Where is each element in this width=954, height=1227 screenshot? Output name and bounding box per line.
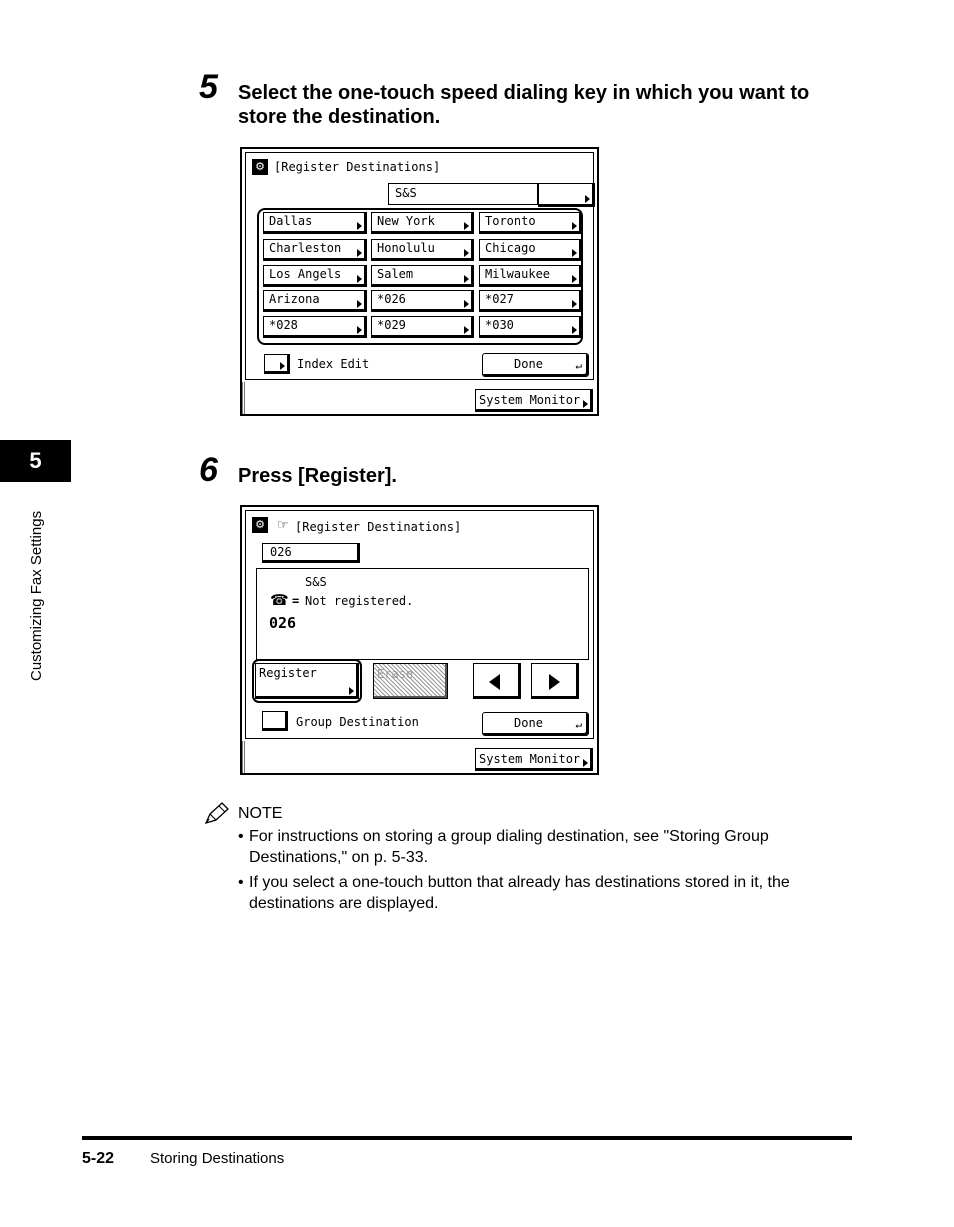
key-number-field[interactable]: 026 xyxy=(262,543,360,563)
one-touch-key[interactable]: Chicago xyxy=(479,239,582,261)
step-5-number: 5 xyxy=(199,68,218,106)
index-edit-label: Index Edit xyxy=(297,357,370,371)
one-touch-key[interactable]: Toronto xyxy=(479,212,582,234)
group-destination-checkbox[interactable] xyxy=(262,711,288,731)
register-destinations-screen-1 xyxy=(240,147,599,416)
left-hatch xyxy=(242,382,246,414)
step-5-text: Select the one-touch speed dialing key in which you want to store the destination. xyxy=(238,82,810,128)
page-number: 5-22 xyxy=(82,1150,115,1167)
destination-details-box xyxy=(256,568,589,660)
register-button[interactable]: Register xyxy=(255,663,359,699)
done-button[interactable]: Done ↵ xyxy=(482,712,589,736)
settings-icon: ⚙ xyxy=(252,159,268,175)
one-touch-key[interactable]: *026 xyxy=(371,290,474,312)
system-monitor-button[interactable]: System Monitor xyxy=(475,389,593,412)
screen-1-main-panel xyxy=(245,152,594,380)
register-destinations-screen-2 xyxy=(240,505,599,775)
chapter-title: Customizing Fax Settings xyxy=(28,510,45,681)
system-monitor-button[interactable]: System Monitor xyxy=(475,748,593,771)
one-touch-key[interactable]: *028 xyxy=(263,316,367,338)
screen-2-title: [Register Destinations] xyxy=(295,520,462,534)
fax-phone-icon: ☎ xyxy=(270,592,289,609)
index-edit-button[interactable] xyxy=(264,354,290,374)
chapter-tab: 5 xyxy=(0,440,71,482)
group-destination-label: Group Destination xyxy=(296,715,419,729)
register-hand-icon: ☞ xyxy=(277,517,289,532)
one-touch-key[interactable]: Milwaukee xyxy=(479,265,582,287)
note-item: If you select a one-touch button that already has destinations stored in it, the destinations are displayed. xyxy=(249,874,790,912)
note-pencil-icon xyxy=(202,801,230,832)
destination-name: S&S xyxy=(305,575,327,589)
one-touch-key[interactable]: Salem xyxy=(371,265,474,287)
erase-button[interactable]: Erase xyxy=(373,663,448,699)
step-6-number: 6 xyxy=(199,451,218,489)
one-touch-key[interactable]: Honolulu xyxy=(371,239,474,261)
one-touch-key[interactable]: Arizona xyxy=(263,290,367,312)
note-item: For instructions on storing a group dialing destination, see "Storing Group Destinations," on p. 5-33. xyxy=(249,828,769,866)
status-separator: = xyxy=(292,594,300,608)
screen-1-title: [Register Destinations] xyxy=(274,160,441,174)
index-dropdown-button[interactable] xyxy=(538,183,595,207)
right-arrow-icon xyxy=(549,674,560,690)
next-arrow-button[interactable] xyxy=(531,663,579,699)
registration-status: Not registered. xyxy=(305,594,414,608)
left-arrow-icon xyxy=(489,674,500,690)
done-button[interactable]: Done ↵ xyxy=(482,353,589,377)
number-display: 026 xyxy=(269,614,297,632)
footer-rule xyxy=(82,1136,852,1140)
one-touch-key[interactable]: *029 xyxy=(371,316,474,338)
note-bullet: • xyxy=(238,828,244,845)
one-touch-key[interactable]: New York xyxy=(371,212,474,234)
settings-icon: ⚙ xyxy=(252,517,268,533)
one-touch-key[interactable]: Dallas xyxy=(263,212,367,234)
note-bullet: • xyxy=(238,874,244,891)
one-touch-key[interactable]: Charleston xyxy=(263,239,367,261)
one-touch-key[interactable]: *027 xyxy=(479,290,582,312)
note-heading: NOTE xyxy=(238,805,283,822)
one-touch-key[interactable]: Los Angels xyxy=(263,265,367,287)
prev-arrow-button[interactable] xyxy=(473,663,521,699)
footer-section-title: Storing Destinations xyxy=(150,1150,285,1167)
left-hatch xyxy=(242,741,246,773)
screen-2-main-panel xyxy=(245,510,594,739)
one-touch-key[interactable]: *030 xyxy=(479,316,582,338)
step-6-text: Press [Register]. xyxy=(238,465,397,487)
index-field[interactable]: S&S xyxy=(388,183,538,205)
